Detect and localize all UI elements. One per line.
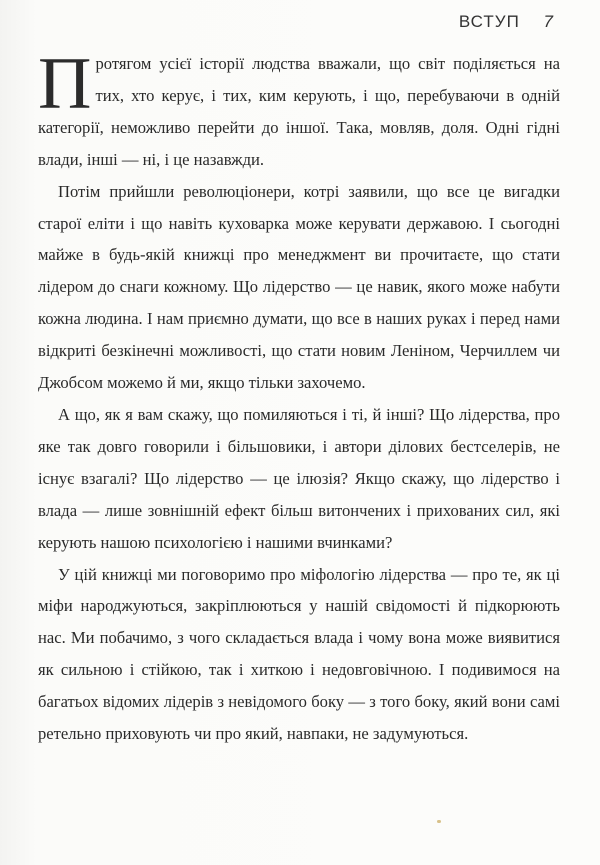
paragraph-4: У цій книжці ми поговоримо про міфологію лідерства — про те, як ці міфи народжуються, закріплюються у нашій свідомості й підкорюють нас. Ми побачимо, з чого складається влада і чому вона може виявитися як сильною і стійкою, так і хиткою і недовговічною. І подивимося на багатьох відомих лідерів з невідомого боку — з того боку, який вони самі ретельно приховують чи про який, навпаки, не задумуються. (38, 564, 560, 744)
paragraph-1-text: ротягом усієї історії людства вважали, що світ поділяється на тих, хто керує, і тих, ким керують, і що, перебуваючи в одній категорії, неможливо перейти до іншої. Така, мовляв, доля. Одні гідні влади, інші — ні, і це назавжди. (38, 54, 560, 169)
paper-speck (437, 820, 441, 823)
section-title: ВСТУП (458, 12, 520, 31)
page-number: 7 (543, 12, 554, 31)
paragraph-2: Потім прийшли революціонери, котрі заявили, що все це вигадки старої еліти і що навіть куховарка може керувати державою. І сьогодні майже в будь-якій книжці про менеджмент ви прочитаєте, що стати лідером до снаги кожному. Що лідерство — це навик, якого може набути кожна людина. І нам приємно думати, що все в наших руках і перед нами відкриті безкінечні можливості, що стати новим Леніном, Черчиллем чи Джобсом можемо й ми, якщо тільки захочемо. (38, 181, 560, 393)
paragraph-1 (38, 43, 560, 176)
drop-cap: П (38, 43, 92, 125)
body-text (38, 43, 560, 750)
running-header (459, 12, 554, 32)
paragraph-3: А що, як я вам скажу, що помиляються і ті, й інші? Що лідерства, про яке так довго говорили і більшовики, і автори ділових бестселерів, не існує взагалі? Що лідерство — це ілюзія? Якщо скажу, що лідерство і влада — лише зовнішній ефект більш витончених і прихованих сил, які керують нашою психологією і нашими вчинками? (38, 404, 560, 552)
